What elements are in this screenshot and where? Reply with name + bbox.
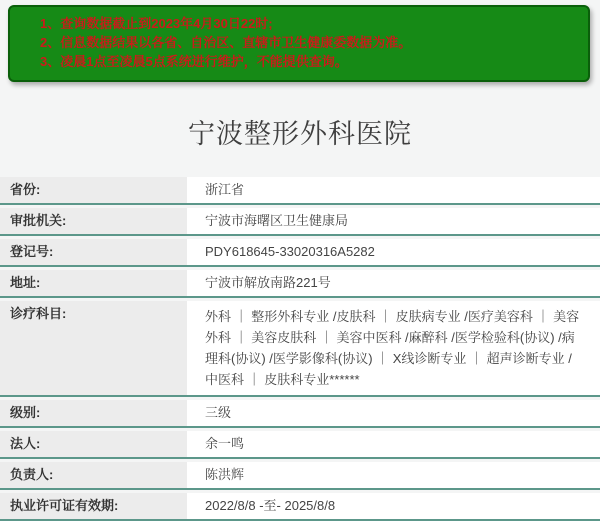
table-row-registration-number (0, 239, 600, 267)
page-title: 宁波整形外科医院 (188, 119, 412, 149)
table-row-person-in-charge (0, 462, 600, 490)
field-value: 宁波市海曙区卫生健康局 (187, 208, 600, 234)
field-label: 执业许可证有效期: (0, 493, 187, 519)
notice-line-3: 3、凌晨1点至凌晨5点系统进行维护，不能提供查询。 (40, 54, 348, 69)
field-label: 负责人: (0, 462, 187, 488)
field-value: 三级 (187, 400, 600, 426)
field-value: 2022/8/8 -至- 2025/8/8 (187, 493, 600, 519)
field-value: 余一鸣 (187, 431, 600, 457)
field-label: 登记号: (0, 239, 187, 265)
field-value: 外科 ｜ 整形外科专业 /皮肤科 ｜ 皮肤病专业 /医疗美容科 ｜ 美容外科 ｜ 美容皮肤科 ｜ 美容中医科 /麻醉科 /医学检验科(协议) /病理科(协议) /医学影像科(协议) ｜ X线诊断专业 ｜ 超声诊断专业 /中医科 ｜ 皮肤科专业****** (187, 301, 600, 395)
table-row-license-validity (0, 493, 600, 521)
notice-line-2: 2、信息数据结果以各省、自治区、直辖市卫生健康委数据为准。 (40, 35, 412, 50)
field-label: 法人: (0, 431, 187, 457)
field-label: 级别: (0, 400, 187, 426)
notice-line-1: 1、查询数据截止到2023年4月30日22时; (40, 16, 273, 31)
field-value: PDY618645-33020316A5282 (187, 239, 600, 265)
table-row-medical-subjects (0, 301, 600, 397)
hospital-info-table (0, 177, 600, 521)
notice-box (8, 5, 590, 82)
field-value: 浙江省 (187, 177, 600, 203)
field-label: 诊疗科目: (0, 301, 187, 395)
field-label: 审批机关: (0, 208, 187, 234)
table-row-approval-authority (0, 208, 600, 236)
field-label: 省份: (0, 177, 187, 203)
field-label: 地址: (0, 270, 187, 296)
table-row-level (0, 400, 600, 428)
table-row-address (0, 270, 600, 298)
table-row-legal-person (0, 431, 600, 459)
field-value: 陈洪辉 (187, 462, 600, 488)
field-value: 宁波市解放南路221号 (187, 270, 600, 296)
table-row-province (0, 177, 600, 205)
